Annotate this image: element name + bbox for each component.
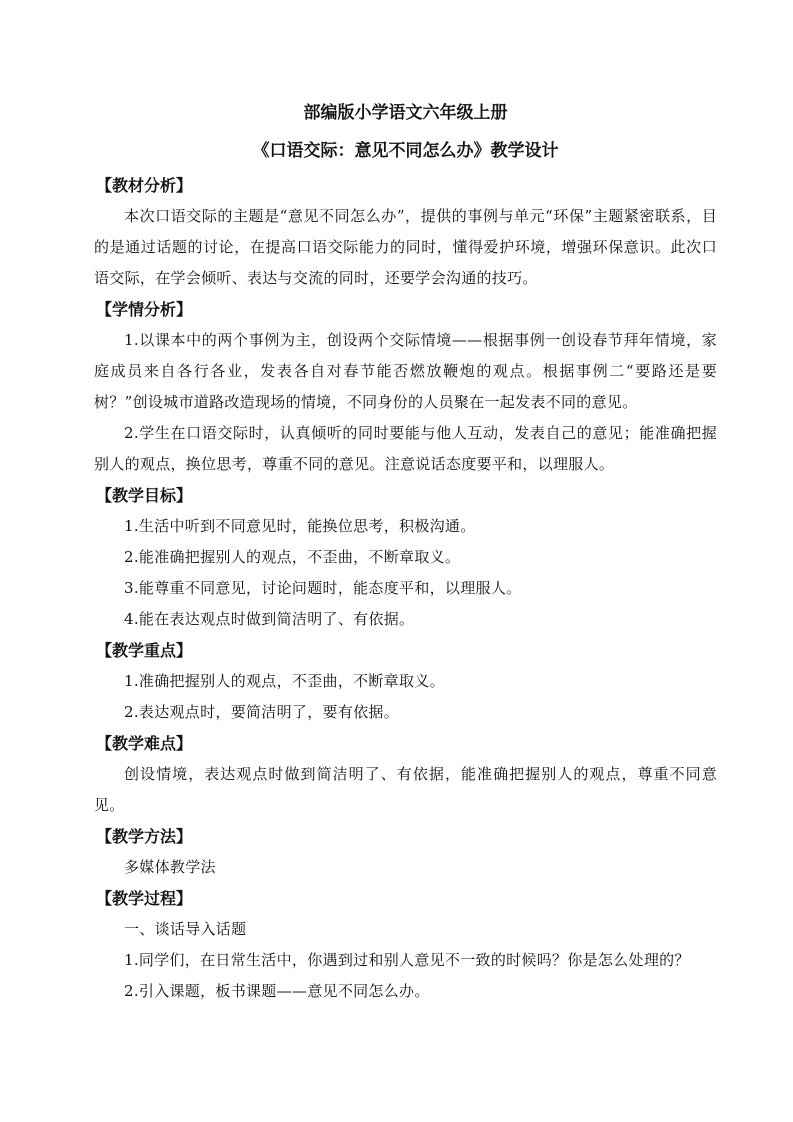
section-paragraph: 创设情境，表达观点时做到简洁明了、有依据，能准确把握别人的观点，尊重不同意见。: [94, 765, 717, 814]
document-subtitle: 《口语交际：意见不同怎么办》教学设计: [252, 141, 559, 161]
section-student-analysis: [94, 294, 717, 480]
list-item: 2.引入课题，板书课题——意见不同怎么办。: [124, 982, 430, 1000]
section-key-points: [94, 635, 717, 728]
section-difficulties: [94, 728, 717, 821]
section-process: [94, 883, 717, 1007]
list-item: 4.能在表达观点时做到简洁明了、有依据。: [124, 610, 415, 628]
section-paragraph: 1.以课本中的两个事例为主，创设两个交际情境——根据事例一创设春节拜年情境，家庭成员来自各行各业，发表各自对春节能否燃放鞭炮的观点。根据事例二“要路还是要树？”创设城市道路改造现场的情境，不同身份的人员聚在一起发表不同的意见。: [94, 331, 717, 411]
section-heading: 【教学方法】: [96, 827, 193, 846]
section-heading: 【教学难点】: [96, 734, 193, 753]
section-paragraph: 本次口语交际的主题是“意见不同怎么办”，提供的事例与单元“环保”主题紧密联系，目的是通过话题的讨论，在提高口语交际能力的同时，懂得爱护环境，增强环保意识。此次口语交际，在学会倾听、表达与交流的同时，还要学会沟通的技巧。: [94, 207, 717, 287]
list-item: 一、谈话导入话题: [124, 920, 247, 938]
section-heading: 【教学目标】: [96, 486, 193, 505]
list-item: 多媒体教学法: [124, 858, 216, 876]
list-item: 3.能尊重不同意见，讨论问题时，能态度平和，以理服人。: [124, 579, 522, 597]
list-item: 1.准确把握别人的观点，不歪曲，不断章取义。: [124, 672, 445, 690]
section-methods: [94, 821, 717, 883]
section-heading: 【教学过程】: [96, 889, 193, 908]
section-heading: 【教材分析】: [96, 176, 193, 195]
document-title: 部编版小学语文六年级上册: [303, 103, 508, 123]
section-heading: 【教学重点】: [96, 641, 193, 660]
list-item: 1.生活中听到不同意见时，能换位思考，积极沟通。: [124, 517, 476, 535]
section-teaching-goals: [94, 480, 717, 635]
section-textbook-analysis: [94, 170, 717, 294]
list-item: 2.能准确把握别人的观点，不歪曲，不断章取义。: [124, 548, 461, 566]
list-item: 1.同学们，在日常生活中，你遇到过和别人意见不一致的时候吗？你是怎么处理的？: [124, 951, 690, 969]
section-heading: 【学情分析】: [96, 300, 193, 319]
section-paragraph: 2.学生在口语交际时，认真倾听的同时要能与他人互动，发表自己的意见；能准确把握别人的观点，换位思考，尊重不同的意见。注意说话态度要平和，以理服人。: [94, 424, 717, 473]
list-item: 2.表达观点时，要简洁明了，要有依据。: [124, 703, 400, 721]
